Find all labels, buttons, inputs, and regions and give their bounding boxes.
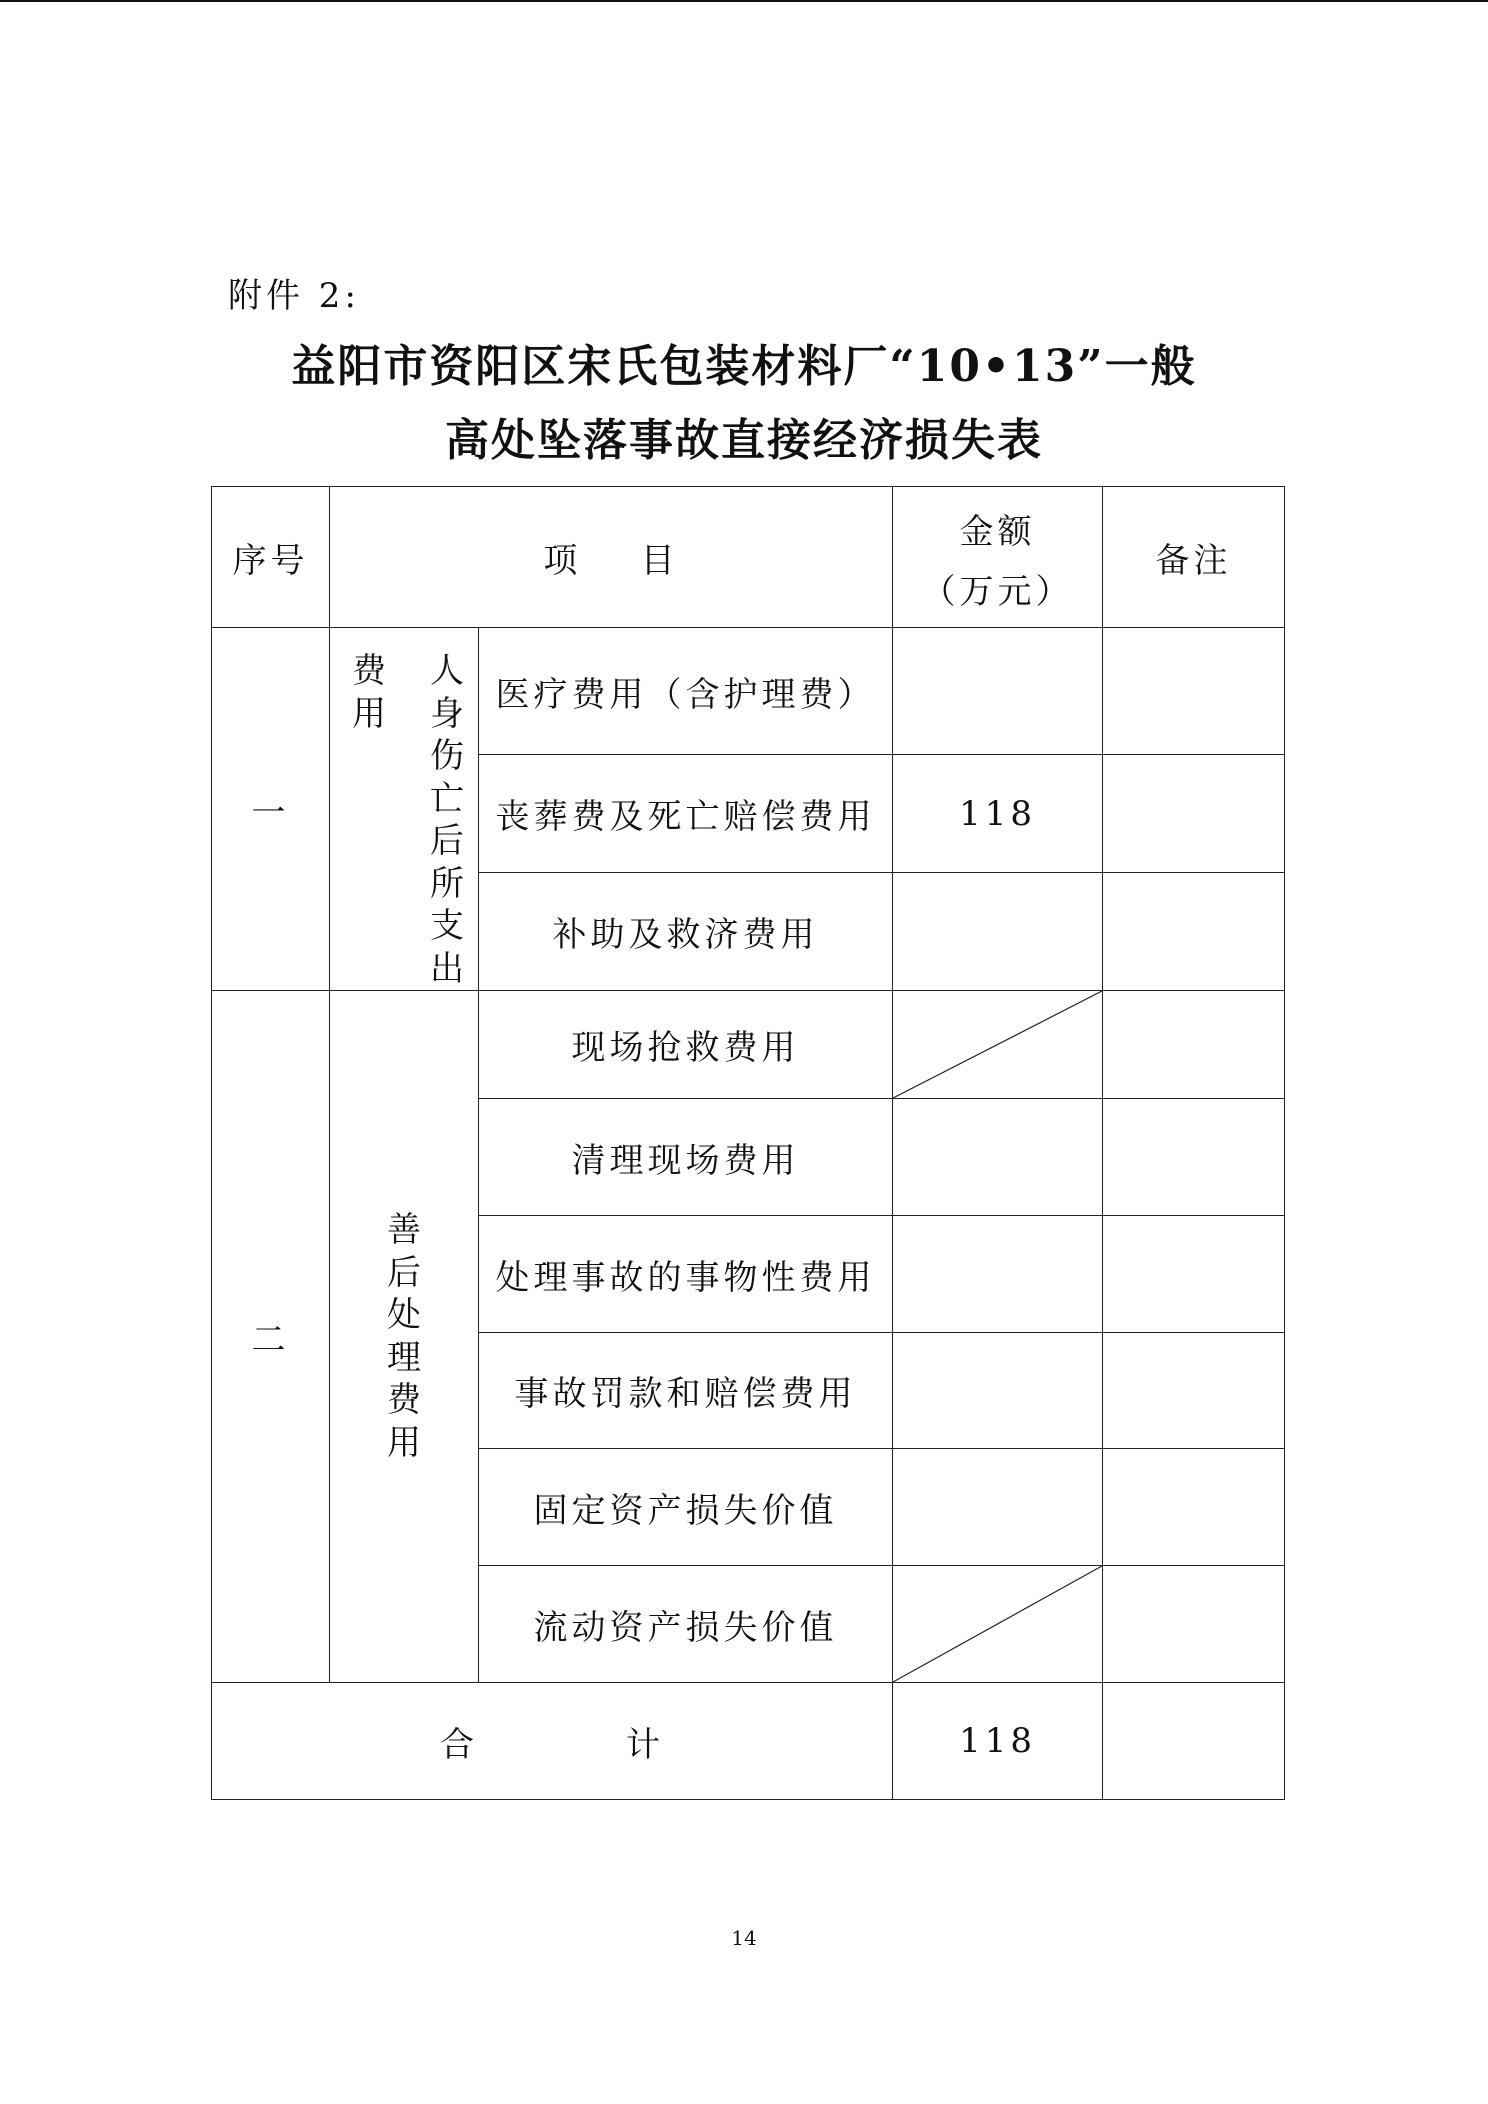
header-seq: 序号 (212, 487, 330, 628)
item-cell: 医疗费用（含护理费） (479, 628, 893, 755)
amount-cell (893, 1099, 1103, 1216)
item-cell: 清理现场费用 (479, 1099, 893, 1216)
table-header-row (212, 487, 1285, 628)
economic-loss-table (211, 486, 1285, 1800)
section-category (330, 628, 479, 991)
total-label: 合 计 (212, 1683, 893, 1800)
amount-cell-struck (893, 991, 1103, 1099)
note-cell (1103, 873, 1285, 991)
note-cell (1103, 755, 1285, 873)
attachment-label: 附件 2: (228, 276, 360, 316)
total-row (212, 1683, 1285, 1800)
section-category (330, 991, 479, 1683)
amount-cell (893, 1333, 1103, 1449)
section-seq: 一 (212, 628, 330, 991)
item-cell: 固定资产损失价值 (479, 1449, 893, 1566)
item-cell: 丧葬费及死亡赔偿费用 (479, 755, 893, 873)
header-note: 备注 (1103, 487, 1285, 628)
note-cell (1103, 1099, 1285, 1216)
amount-cell-struck (893, 1566, 1103, 1683)
document-title-line-1: 益阳市资阳区宋氏包装材料厂“10•13”一般 (291, 341, 1197, 392)
note-cell (1103, 991, 1285, 1099)
item-cell: 现场抢救费用 (479, 991, 893, 1099)
note-cell (1103, 1566, 1285, 1683)
top-border-line (0, 0, 1488, 2)
page-number: 14 (731, 1926, 757, 1950)
section-category-label: 善后处理费用 (387, 1210, 425, 1463)
amount-cell: 118 (893, 755, 1103, 873)
header-amount (893, 487, 1103, 628)
note-cell (1103, 1216, 1285, 1333)
total-note (1103, 1683, 1285, 1800)
section-seq: 二 (212, 991, 330, 1683)
header-amount-unit: （万元） (921, 572, 1074, 612)
header-item: 项 目 (330, 487, 893, 628)
diagonal-strike-line (893, 991, 1102, 1098)
document-title-line-2: 高处坠落事故直接经济损失表 (445, 415, 1043, 466)
table-row (212, 628, 1285, 755)
note-cell (1103, 1333, 1285, 1449)
amount-cell (893, 1449, 1103, 1566)
note-cell (1103, 1449, 1285, 1566)
amount-cell (893, 1216, 1103, 1333)
amount-cell (893, 873, 1103, 991)
section-category-part2: 人身伤亡后所支出 (430, 651, 468, 989)
table-row (212, 991, 1285, 1099)
amount-cell (893, 628, 1103, 755)
item-cell: 事故罚款和赔偿费用 (479, 1333, 893, 1449)
note-cell (1103, 628, 1285, 755)
header-amount-label: 金额 (959, 512, 1036, 552)
item-cell: 处理事故的事物性费用 (479, 1216, 893, 1333)
diagonal-strike-line (893, 1566, 1102, 1682)
total-amount: 118 (893, 1683, 1103, 1800)
section-category-part1: 费用 (352, 651, 390, 734)
item-cell: 补助及救济费用 (479, 873, 893, 991)
item-cell: 流动资产损失价值 (479, 1566, 893, 1683)
